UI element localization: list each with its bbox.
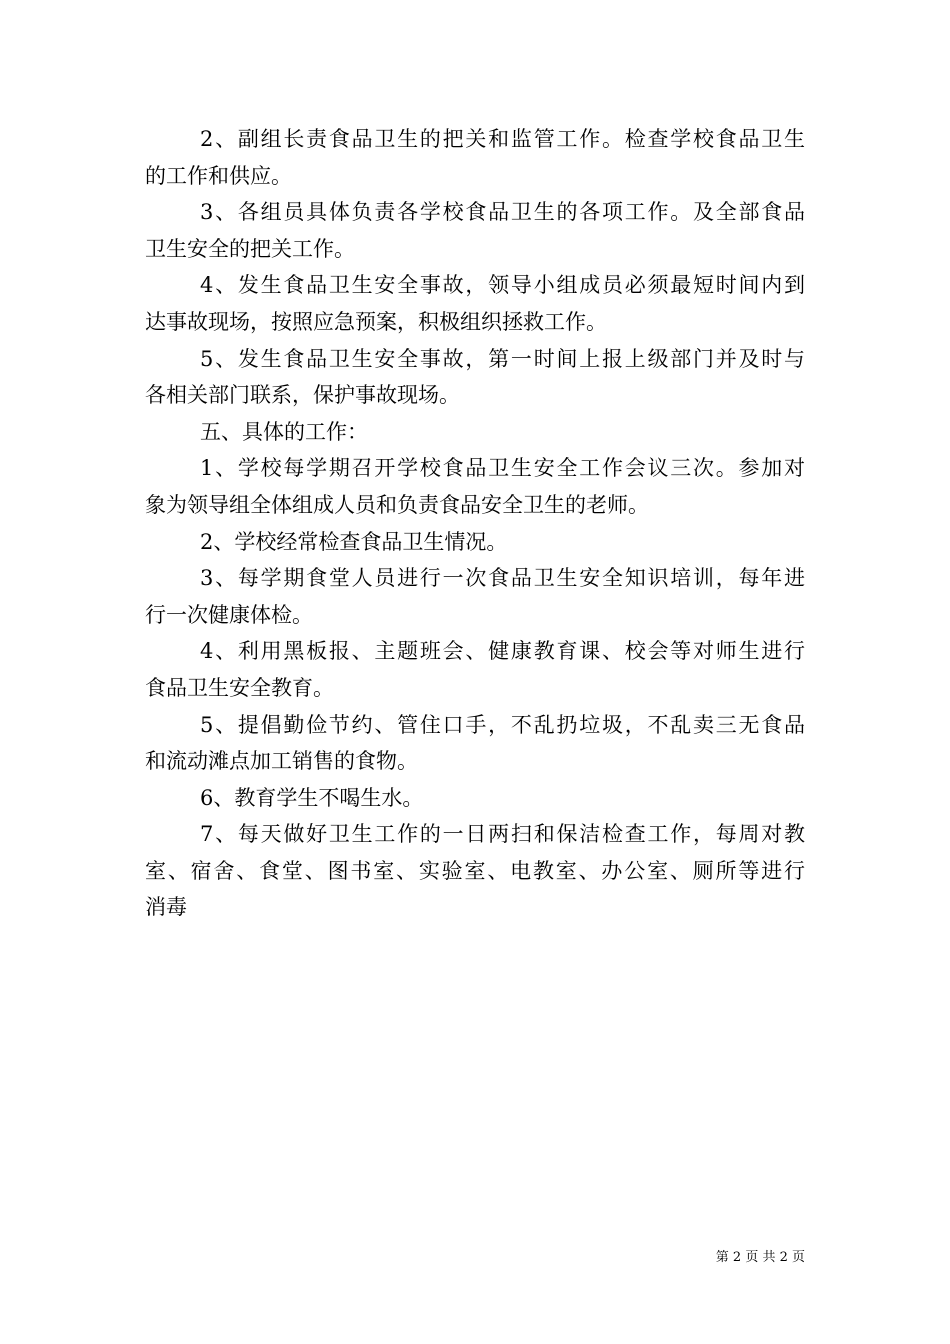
paragraph-line: 2、副组长责食品卫生的把关和监管工作。检查学校食品卫生 (200, 127, 805, 151)
paragraph (145, 524, 805, 561)
paragraph-line: 5、发生食品卫生安全事故，第一时间上报上级部门并及时与 (200, 346, 805, 371)
paragraph (145, 450, 805, 523)
page-footer: 第 2 页 共 2 页 (715, 1250, 805, 1265)
paragraph (145, 414, 805, 451)
paragraph (145, 194, 805, 267)
paragraph-line: 5、提倡勤俭节约、管住口手，不乱扔垃圾，不乱卖三无食品 (200, 712, 805, 737)
paragraph-line: 4、发生食品卫生安全事故，领导小组成员必须最短时间内到 (200, 273, 805, 298)
paragraph-line: 各相关部门联系，保护事故现场。 (145, 383, 460, 408)
paragraph-line: 达事故现场，按照应急预案，积极组织拯救工作。 (145, 309, 607, 334)
paragraph (145, 267, 805, 340)
paragraph-line: 6、教育学生不喝生水。 (200, 785, 424, 810)
paragraph-line: 2、学校经常检查食品卫生情况。 (200, 529, 508, 554)
paragraph-line: 行一次健康体检。 (145, 602, 313, 627)
paragraph (145, 633, 805, 706)
paragraph (145, 560, 805, 633)
paragraph-line: 4、利用黑板报、主题班会、健康教育课、校会等对师生进行 (200, 639, 805, 664)
paragraph (145, 816, 805, 926)
paragraph (145, 780, 805, 817)
paragraph (145, 121, 805, 194)
document-body (145, 121, 805, 926)
paragraph-line: 1、学校每学期召开学校食品卫生安全工作会议三次。参加对 (200, 456, 805, 481)
paragraph-line: 象为领导组全体组成人员和负责食品安全卫生的老师。 (145, 492, 649, 517)
paragraph-line: 消毒 (145, 895, 187, 920)
paragraph-line: 3、每学期食堂人员进行一次食品卫生安全知识培训，每年进 (200, 566, 805, 591)
paragraph-line: 的工作和供应。 (145, 163, 292, 188)
paragraph (145, 707, 805, 780)
paragraph-line: 和流动滩点加工销售的食物。 (145, 749, 418, 774)
paragraph-line: 室、宿舍、食堂、图书室、实验室、电教室、办公室、厕所等进行 (145, 858, 805, 883)
paragraph-line: 3、各组员具体负责各学校食品卫生的各项工作。及全部食品 (200, 200, 805, 225)
paragraph-line: 7、每天做好卫生工作的一日两扫和保洁检查工作，每周对教 (200, 822, 805, 847)
paragraph-line: 卫生安全的把关工作。 (145, 236, 355, 261)
paragraph (145, 341, 805, 414)
paragraph-line: 五、具体的工作： (200, 419, 368, 444)
paragraph-line: 食品卫生安全教育。 (145, 675, 334, 700)
